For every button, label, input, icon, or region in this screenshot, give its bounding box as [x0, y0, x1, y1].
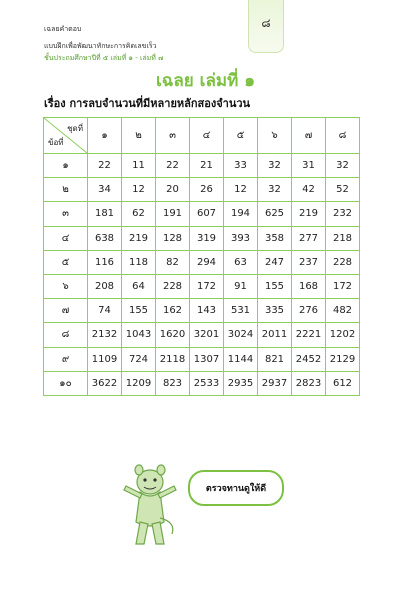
mascot-illustration [120, 460, 180, 550]
table-cell: 208 [88, 274, 122, 298]
table-cell: 823 [156, 371, 190, 395]
table-cell: 232 [326, 202, 360, 226]
table-cell: 155 [122, 299, 156, 323]
table-cell: 277 [292, 226, 326, 250]
page-number-tab [248, 0, 284, 53]
table-cell: 12 [224, 178, 258, 202]
table-cell: 2011 [258, 323, 292, 347]
table-row [44, 154, 360, 178]
table-cell: 22 [88, 154, 122, 178]
table-cell: 31 [292, 154, 326, 178]
header-line-2: แบบฝึกเพื่อพัฒนาทักษะการคิดเลขเร็ว [44, 42, 157, 50]
column-header: ๗ [292, 118, 326, 154]
answer-table [43, 117, 360, 396]
page-number: ๘ [261, 16, 271, 30]
table-cell: 724 [122, 347, 156, 371]
table-cell: 172 [190, 274, 224, 298]
table-cell: 335 [258, 299, 292, 323]
table-cell: 172 [326, 274, 360, 298]
row-label: ๒ [44, 178, 88, 202]
table-row [44, 202, 360, 226]
table-cell: 1209 [122, 371, 156, 395]
column-header: ๒ [122, 118, 156, 154]
table-cell: 1307 [190, 347, 224, 371]
row-label: ๑๐ [44, 371, 88, 395]
row-label: ๗ [44, 299, 88, 323]
table-cell: 2452 [292, 347, 326, 371]
table-cell: 2935 [224, 371, 258, 395]
table-cell: 393 [224, 226, 258, 250]
table-cell: 358 [258, 226, 292, 250]
table-cell: 2937 [258, 371, 292, 395]
row-label: ๖ [44, 274, 88, 298]
table-cell: 1109 [88, 347, 122, 371]
table-cell: 128 [156, 226, 190, 250]
table-cell: 2823 [292, 371, 326, 395]
table-cell: 219 [292, 202, 326, 226]
table-cell: 162 [156, 299, 190, 323]
table-cell: 319 [190, 226, 224, 250]
table-cell: 3024 [224, 323, 258, 347]
row-label: ๕ [44, 250, 88, 274]
table-header-row [44, 118, 360, 154]
page-subtitle: เรื่อง การลบจำนวนที่มีหลายหลักสองจำนวน [44, 97, 251, 110]
table-cell: 118 [122, 250, 156, 274]
speech-bubble [188, 470, 284, 506]
table-cell: 247 [258, 250, 292, 274]
column-header: ๑ [88, 118, 122, 154]
table-cell: 32 [258, 178, 292, 202]
table-row [44, 323, 360, 347]
table-cell: 26 [190, 178, 224, 202]
corner-label-item: ข้อที่ [48, 138, 64, 147]
table-row [44, 299, 360, 323]
table-cell: 22 [156, 154, 190, 178]
table-cell: 12 [122, 178, 156, 202]
table-cell: 20 [156, 178, 190, 202]
table-cell: 34 [88, 178, 122, 202]
row-label: ๙ [44, 347, 88, 371]
table-cell: 1620 [156, 323, 190, 347]
table-cell: 143 [190, 299, 224, 323]
table-cell: 155 [258, 274, 292, 298]
table-cell: 1043 [122, 323, 156, 347]
table-cell: 219 [122, 226, 156, 250]
table-row [44, 371, 360, 395]
column-header: ๕ [224, 118, 258, 154]
table-cell: 74 [88, 299, 122, 323]
table-cell: 2129 [326, 347, 360, 371]
table-cell: 2132 [88, 323, 122, 347]
corner-label-set: ชุดที่ [67, 124, 83, 133]
speech-bubble-text: ตรวจทานดูให้ดี [205, 484, 267, 494]
table-cell: 612 [326, 371, 360, 395]
table-row [44, 226, 360, 250]
row-label: ๓ [44, 202, 88, 226]
table-cell: 52 [326, 178, 360, 202]
table-cell: 607 [190, 202, 224, 226]
table-cell: 62 [122, 202, 156, 226]
table-cell: 42 [292, 178, 326, 202]
row-label: ๔ [44, 226, 88, 250]
table-cell: 294 [190, 250, 224, 274]
table-cell: 625 [258, 202, 292, 226]
table-cell: 276 [292, 299, 326, 323]
table-cell: 11 [122, 154, 156, 178]
table-cell: 21 [190, 154, 224, 178]
table-cell: 116 [88, 250, 122, 274]
table-cell: 228 [156, 274, 190, 298]
table-cell: 33 [224, 154, 258, 178]
column-header: ๘ [326, 118, 360, 154]
table-cell: 482 [326, 299, 360, 323]
table-row [44, 250, 360, 274]
row-label: ๘ [44, 323, 88, 347]
table-cell: 2533 [190, 371, 224, 395]
table-cell: 2118 [156, 347, 190, 371]
table-cell: 82 [156, 250, 190, 274]
table-cell: 63 [224, 250, 258, 274]
table-row [44, 274, 360, 298]
row-label: ๑ [44, 154, 88, 178]
table-cell: 1144 [224, 347, 258, 371]
table-cell: 531 [224, 299, 258, 323]
table-cell: 638 [88, 226, 122, 250]
table-cell: 91 [224, 274, 258, 298]
table-row [44, 347, 360, 371]
table-cell: 821 [258, 347, 292, 371]
table-cell: 181 [88, 202, 122, 226]
table-cell: 228 [326, 250, 360, 274]
column-header: ๖ [258, 118, 292, 154]
table-cell: 191 [156, 202, 190, 226]
header-line-1: เฉลยคำตอบ [44, 25, 82, 33]
table-cell: 194 [224, 202, 258, 226]
table-cell: 3622 [88, 371, 122, 395]
table-cell: 168 [292, 274, 326, 298]
table-cell: 3201 [190, 323, 224, 347]
table-corner-cell [44, 118, 88, 154]
column-header: ๔ [190, 118, 224, 154]
column-header: ๓ [156, 118, 190, 154]
table-cell: 32 [258, 154, 292, 178]
table-cell: 218 [326, 226, 360, 250]
table-cell: 1202 [326, 323, 360, 347]
page-title: เฉลย เล่มที่ ๑ [155, 71, 256, 91]
header-line-3: ชั้นประถมศึกษาปีที่ ๕ เล่มที่ ๑ - เล่มที่ ๗ [44, 54, 164, 62]
table-row [44, 178, 360, 202]
table-cell: 32 [326, 154, 360, 178]
table-cell: 2221 [292, 323, 326, 347]
table-cell: 64 [122, 274, 156, 298]
table-cell: 237 [292, 250, 326, 274]
